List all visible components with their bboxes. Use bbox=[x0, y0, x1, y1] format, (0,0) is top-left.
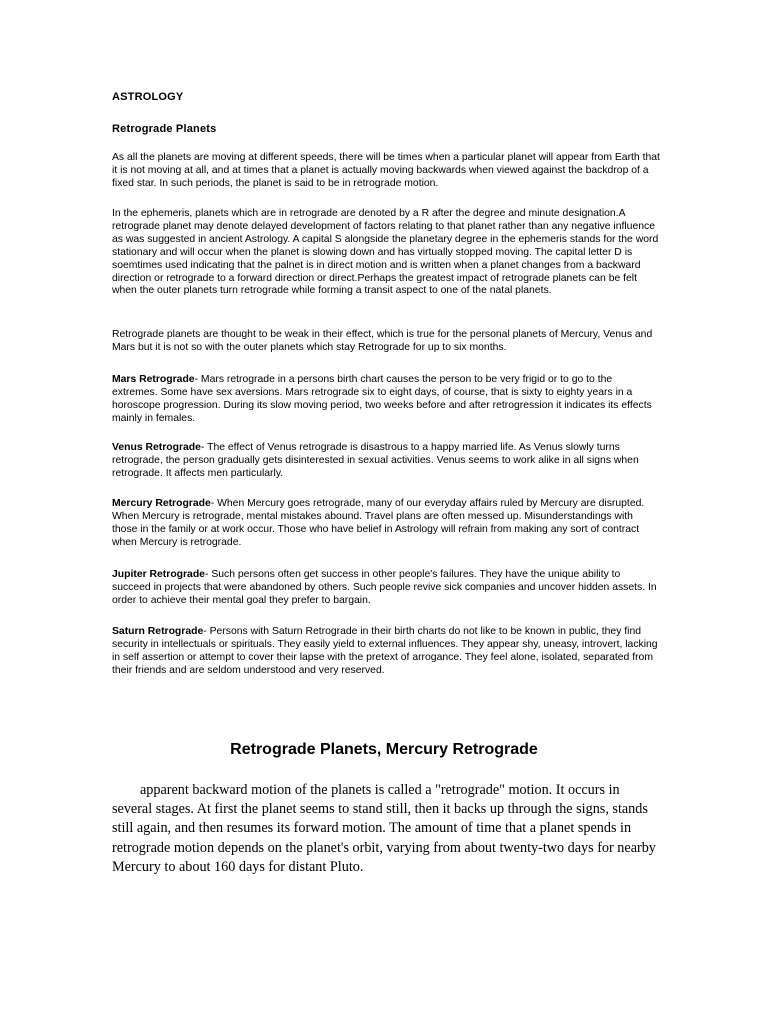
mars-retrograde-paragraph bbox=[112, 374, 660, 426]
intro-paragraph-1: As all the planets are moving at different speeds, there will be times when a particular planet will appear from Earth that it is not moving at all, and at times that a planet is actually moving backwards when viewed against the backdrop of a fixed star. In such periods, the planet is said to be in retrograde motion. bbox=[112, 152, 660, 189]
venus-retrograde-paragraph bbox=[112, 442, 660, 481]
jupiter-retrograde-paragraph bbox=[112, 569, 660, 608]
mercury-retrograde-text: - When Mercury goes retrograde, many of our everyday affairs ruled by Mercury are disrupted. When Mercury is retrograde, mental mistakes abound. Travel plans are often messed up. Misunderstandings with those in the family or at work occur. Those who have belief in Astrology will refrain from making any sort of contract when Mercury is retrograde. bbox=[112, 498, 645, 548]
saturn-retrograde-text: - Persons with Saturn Retrograde in their birth charts do not like to be known in public, they find security in intellectuals or spirituals. They easily yield to external influences. They appear shy, uneasy, introvert, lacking in self assertion or attempt to cover their lapse with the pretext of arrogance. They feel alone, isolated, separated from their friends and are seldom understood and very reserved. bbox=[112, 626, 658, 676]
venus-retrograde-lead: Venus Retrograde bbox=[112, 442, 201, 453]
intro-paragraph-2: In the ephemeris, planets which are in retrograde are denoted by a R after the degree and minute designation.A retrograde planet may denote delayed development of factors relating to that planet rather than any negative influence as was suggested in ancient Astrology. A capital S alongside the planetary degree in the ephemeris stands for the word stationary and will occur when the planet is slowing down and has virtually stopped moving. The capital letter D is soemtimes used indicating that the palnet is in direct motion and is written when a planet changes from a backward direction or retrograde to a forward direction or direct.Perhaps the greatest impact of retrograde planets can be felt when the outer planets turn retrograde while forming a transit aspect to one of the natal planets. bbox=[112, 208, 659, 297]
mars-retrograde-lead: Mars Retrograde bbox=[112, 374, 195, 385]
mercury-retrograde-paragraph bbox=[112, 498, 660, 550]
section-title: Retrograde Planets, Mercury Retrograde bbox=[230, 741, 538, 758]
document-subheading: Retrograde Planets bbox=[112, 123, 217, 135]
jupiter-retrograde-lead: Jupiter Retrograde bbox=[112, 569, 205, 580]
mars-retrograde-text: - Mars retrograde in a persons birth chart causes the person to be very frigid or to go to the extremes. Some have sex aversions. Mars retrograde six to eight days, of course, that is sixty to eighty years in a horoscope progression. During its slow moving period, two weeks before and after retrogression it indicates its effects mainly in females. bbox=[112, 374, 652, 424]
jupiter-retrograde-text: - Such persons often get success in other people's failures. They have the unique ability to succeed in projects that were abandoned by others. Such people revive sick companies and uncover hidden assets. In order to achieve their mental goal they prefer to bargain. bbox=[112, 569, 657, 606]
saturn-retrograde-paragraph bbox=[112, 626, 660, 678]
intro-paragraph-3: Retrograde planets are thought to be weak in their effect, which is true for the personal planets of Mercury, Venus and Mars but it is not so with the outer planets which stay Retrograde for up to six months. bbox=[112, 329, 653, 353]
mercury-retrograde-lead: Mercury Retrograde bbox=[112, 498, 211, 509]
document-heading: ASTROLOGY bbox=[112, 91, 184, 103]
venus-retrograde-text: - The effect of Venus retrograde is disastrous to a happy married life. As Venus slowly turns retrograde, the person gradually gets disinterested in sexual activities. Venus seems to work alike in all signs when retrograde. It affects men particularly. bbox=[112, 442, 639, 479]
section-paragraph: apparent backward motion of the planets is called a "retrograde" motion. It occurs in several stages. At first the planet seems to stand still, then it backs up through the signs, stands still again, and then resumes its forward motion. The amount of time that a planet spends in retrograde motion depends on the planet's orbit, varying from about twenty-two days for nearby Mercury to about 160 days for distant Pluto. bbox=[112, 782, 656, 875]
saturn-retrograde-lead: Saturn Retrograde bbox=[112, 626, 204, 637]
